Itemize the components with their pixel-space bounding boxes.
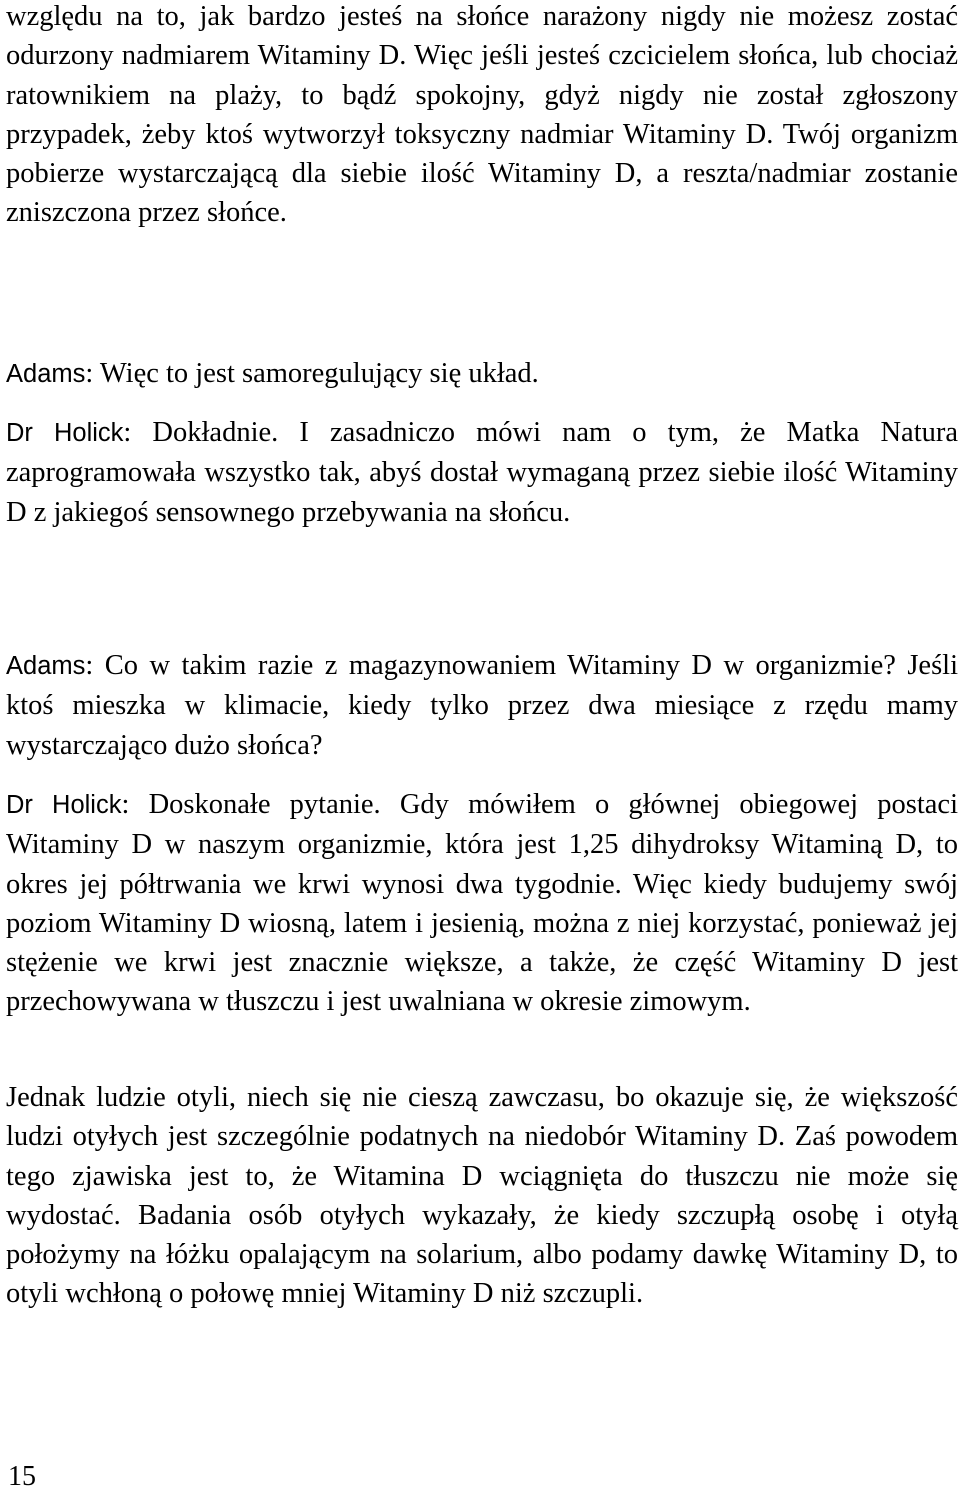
page-number: 15 (8, 1461, 36, 1492)
paragraph-text: : Doskonałe pytanie. Gdy mówiłem o głównej obiegowej postaci Witaminy D w naszym organizmie, która jest 1,25 dihydroksy Witaminą D, to okres jej półtrwania we krwi wynosi dwa tygodnie. Więc kiedy budujemy swój poziom Witaminy D wiosną, latem i jesienią, można z niej korzystać, ponieważ jej stężenie we krwi jest znacznie większe, a także, że część Witaminy D jest przechowywana w tłuszczu i jest uwalniana w okresie zimowym. (6, 789, 958, 1018)
paragraph-text: : Co w takim razie z magazynowaniem Witaminy D w organizmie? Jeśli ktoś mieszka w klimacie, kiedy tylko przez dwa miesiące z rzędu mamy wystarczająco dużo słońca? (6, 650, 958, 761)
paragraph-text: : Więc to jest samoregulujący się układ. (85, 358, 539, 389)
paragraph-text: względu na to, jak bardzo jesteś na słońce narażony nigdy nie możesz zostać odurzony nadmiarem Witaminy D. Więc jeśli jesteś czcicielem słońca, lub chociaż ratownikiem na plaży, to bądź spokojny, gdyż nigdy nie został zgłoszony przypadek, żeby ktoś wytworzył toksyczny nadmiar Witaminy D. Twój organizm pobierze wystarczającą dla siebie ilość Witaminy D, a reszta/nadmiar zostanie zniszczona przez słońce. (6, 1, 958, 229)
paragraph-holick-half-life (6, 785, 958, 1022)
paragraph-holick-mother-nature (6, 413, 958, 532)
speaker-label: Adams (6, 360, 86, 388)
paragraph-adams-self-regulating (6, 354, 958, 394)
speaker-label: Dr Holick (6, 419, 124, 447)
speaker-label: Dr Holick (6, 791, 122, 819)
paragraph-text: : Dokładnie. I zasadniczo mówi nam o tym, że Matka Natura zaprogramowała wszystko tak, abyś dostał wymaganą przez siebie ilość Witaminy D z jakiegoś sensownego przebywania na słońcu. (6, 417, 959, 528)
document-page (6, 0, 958, 1500)
paragraph-adams-storage-question (6, 646, 958, 765)
speaker-label: Adams (6, 652, 86, 680)
paragraph-text: Jednak ludzie otyli, niech się nie cieszą zawczasu, bo okazuje się, że większość ludzi otyłych jest szczególnie podatnych na niedobór Witaminy D. Zaś powodem tego zjawiska jest to, że Witamina D wciągnięta do tłuszczu nie może się wydostać. Badania osób otyłych wykazały, że kiedy szczupłą osobę i otyłą położymy na łóżku opalającym na solarium, albo podamy dawkę Witaminy D, to otyli wchłoną o połowę mniej Witaminy D niż szczupli. (6, 1082, 958, 1310)
paragraph-obesity (6, 1078, 958, 1314)
paragraph-vitamin-d-overdose (6, 0, 958, 233)
